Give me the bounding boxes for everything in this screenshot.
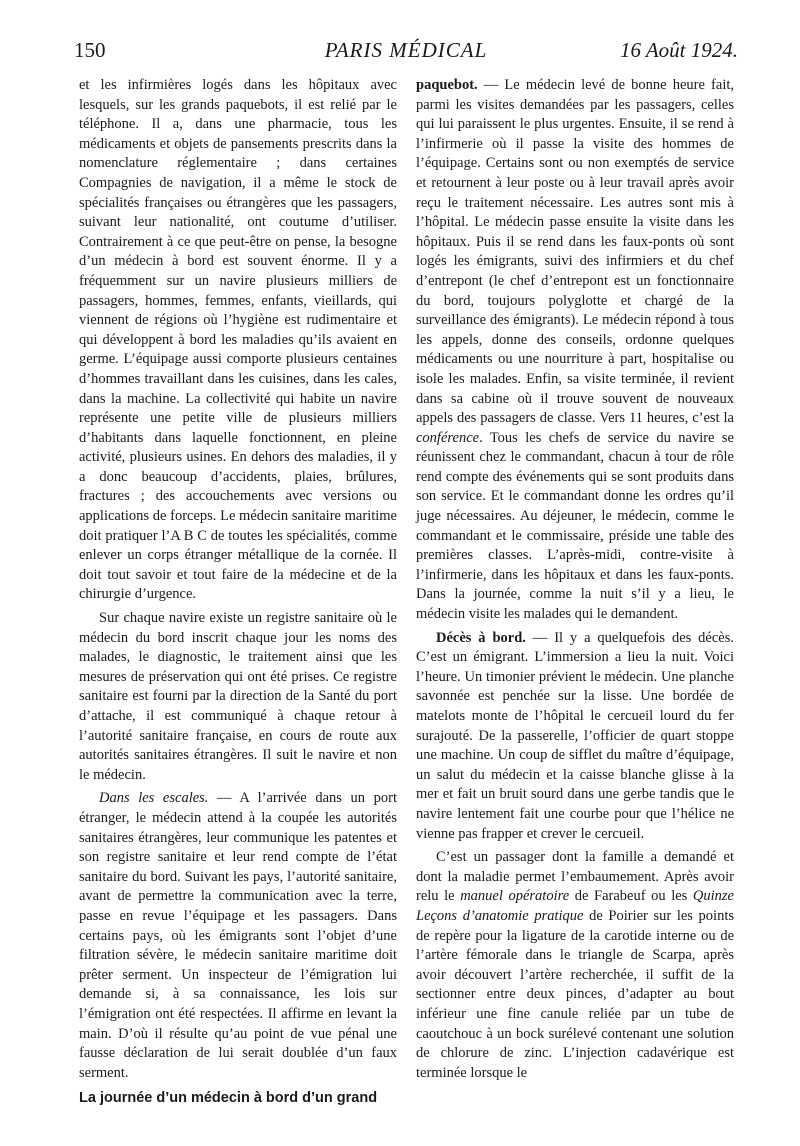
paragraph-text: de Poirier sur les points de repère pour la ligature de la carotide interne ou de l’artère fémorale dans le triangle de Scarpa, après avoir découvert l’artère recherchée, il suffit de la sectionner entre deux pinces, d’adapter au bout inférieur une fine canule reliée par un tube de caoutchouc à un bock surélevé contenant une solution de chlorure de zinc. L’injection cadavérique est terminée lorsque le: [416, 907, 734, 1081]
page-number: 150: [74, 38, 106, 62]
paragraph: et les infirmières logés dans les hôpitaux avec lesquels, sur les grands paquebots, il est relié par le téléphone. Il a, dans une pharmacie, tous les médicaments et objets de pansements prescrits dans la nomenclature réglementaire ; dans certaines Compagnies de navigation, il a même le stock de spécialités françaises ou étrangères que les passagers, suivant leur nationalité, ont coutume d’utiliser. Contrairement à ce que peut-être on pense, la besogne d’un médecin à bord est souvent énorme. Il y a fréquemment sur un navire plusieurs milliers de passagers, hommes, femmes, enfants, vieillards, qui viennent de régions où l’hygiène est rudimentaire et qui développent à bord les maladies qu’ils avaient en germe. L’équipage aussi comporte plusieurs centaines d’hommes travaillant dans les cuisines, dans les cales, dans la machine. La collectivité qui habite un navire représente une petite ville de plusieurs milliers d’habitants dans laquelle fonctionnent, en pleine activité, plusieurs usines. En dehors des maladies, il y a donc beaucoup d’accidents, plaies, brûlures, fractures ; des accouchements avec versions ou applications de forceps. Le médecin sanitaire maritime doit pratiquer l’A B C de toutes les spécialités, comme enlever un corps étranger métallique de la cornée. Il doit tout savoir et tout faire de la médecine et de la chirurgie d’urgence.: [79, 77, 397, 603]
heading-continuation: paquebot.: [416, 77, 478, 93]
paragraph: [416, 848, 734, 1083]
section-heading: La journée d’un médecin à bord d’un grand: [79, 1090, 378, 1107]
paragraph-text: — Le médecin levé de bonne heure fait, parmi les visites demandées par les passagers, celles qui lui paraissent le plus urgentes. Ensuite, il se rend à l’infirmerie où il passe la visite des hommes de l’équipage. Certains sont ou non exemptés de service et retournent à leur poste ou à leur travail après avoir reçu le traitement nécessaire. Les autres sont mis à l’hôpital. Le médecin passe ensuite la visite dans les hôpitaux. Puis il se rend dans les faux-ponts où sont logés les émigrants, suivi des infirmiers et du chef d’entrepont (le chef d’entrepont est un fonctionnaire du bord, toujours polyglotte et chargé de la surveillance des émigrants). Le médecin répond à tous les appels, donne des conseils, ordonne quelques médicaments ou une nourriture à part, hospitalise ou isole les malades. Enfin, sa visite terminée, il revient dans sa cabine où il trouve souvent de nouveaux appels des passagers de classe. Vers 11 heures, c’est la: [416, 77, 734, 427]
italic-term: conférence: [416, 429, 480, 446]
paragraph: Sur chaque navire existe un registre sanitaire où le médecin du bord inscrit chaque jour les noms des malades, le diagnostic, le traitement ainsi que les mesures de préservation qui ont été prises. Ce registre sanitaire est fourni par la direction de la Santé du port d’attache, il est communiqué à chaque retour à l’autorité sanitaire française, en cours de route aux autorités sanitaires étrangères. Il suit le navire et non le médecin.: [79, 610, 397, 783]
paragraph: [416, 76, 734, 625]
right-column: [416, 76, 734, 1083]
paragraph: [416, 629, 734, 845]
subheading-escales: Dans les escales.: [99, 790, 209, 807]
paragraph-text: . Tous les chefs de service du navire se réunissent chez le commandant, chacun à tour de rôle rend compte des événements qui se sont produits dans son service. Et le commandant donne les ordres qu’il juge nécessaires. Au déjeuner, le médecin, comme le commandant et le commissaire, préside une table des premières classes. L’après-midi, contre-visite à l’infirmerie, dans les hôpitaux et dans les faux-ponts. Dans la journée, comme la nuit s’il y a lieu, le médecin visite les malades qui le demandent.: [416, 429, 734, 623]
italic-title: manuel opératoire: [460, 888, 570, 905]
paragraph-text: — A l’arrivée dans un port étranger, le médecin attend à la coupée les autorités sanitaires étrangères, leur communique les patentes et son registre sanitaire et leur rend compte de l’état sanitaire du bord. Suivant les pays, l’autorité sanitaire, avant de permettre la communication avec la terre, passe en revue l’équipage et les passagers. Dans certains pays, où les émigrants sont l’objet d’une filtration sévère, le médecin sanitaire maritime doit prêter serment. Un inspecteur de l’émigration lui demande si, à sa connaissance, les lois sur l’émigration ont été respectées. Il affirme en levant la main. D’où il résulte qu’au point de vue pénal une fausse déclaration de lui serait doublée d’un faux serment.: [79, 790, 397, 1081]
paragraph-text: C’est un passager dont la famille a demandé et dont la maladie permet l’embaumement. Après avoir relu le: [416, 849, 734, 905]
paragraph-text: de Farabeuf ou les: [569, 888, 693, 905]
subheading-deces: Décès à bord.: [436, 629, 526, 646]
journal-title: PARIS MÉDICAL: [324, 38, 488, 62]
italic-title: Quinze Leçons d’anatomie pratique: [416, 888, 734, 924]
left-column: [79, 76, 397, 1109]
running-header: [74, 38, 738, 68]
paragraph: [79, 789, 397, 1083]
paragraph-text: — Il y a quelquefois des décès. C’est un émigrant. L’immersion a lieu la nuit. Voici l’heure. Un timonier prévient le médecin. Une planche savonnée est penchée sur la lisse. Une bordée de matelots monte de l’hôpital le cercueil lourd du fer surajouté. De la passerelle, l’officier de quart stoppe une machine. Un coup de sifflet du maître d’équipage, un salut du médecin et la caisse blanche glisse à la mer et fait un bruit sourd dans une gerbe tandis que le navire lentement fait une courbe pour que l’hélice ne vienne pas frapper et crever le cercueil.: [416, 629, 734, 842]
issue-date: 16 Août 1924.: [619, 38, 738, 62]
